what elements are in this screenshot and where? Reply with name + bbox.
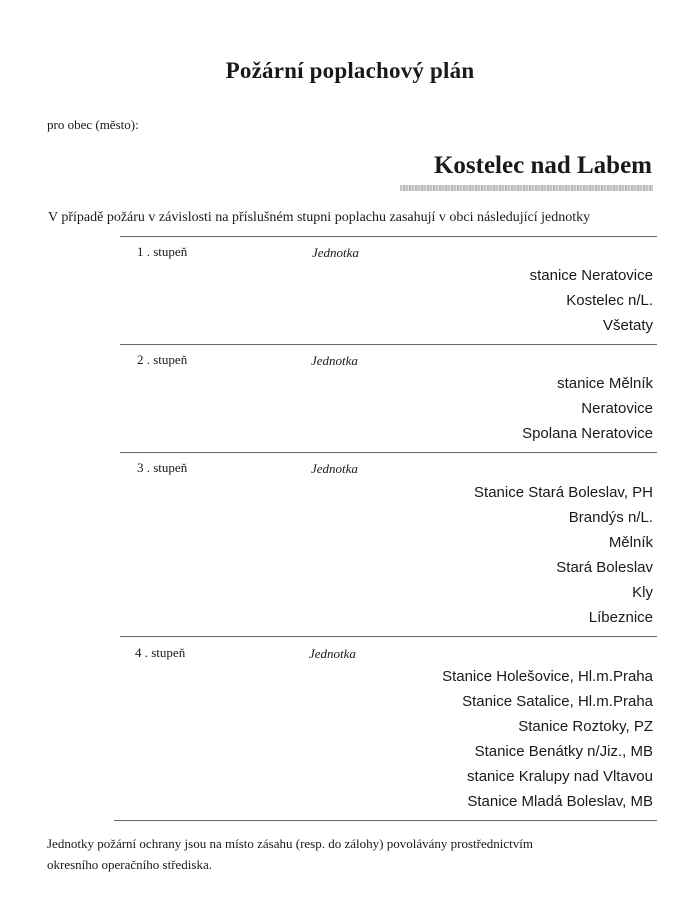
footer-line-2: okresního operačního střediska. xyxy=(47,857,212,872)
level-4-unit: Stanice Mladá Boleslav, MB xyxy=(467,793,653,810)
level-4-unit: Stanice Holešovice, Hl.m.Praha xyxy=(442,668,653,685)
level-3-unit: Brandýs n/L. xyxy=(568,509,653,526)
level-1-label: 1 . stupeň xyxy=(137,244,188,259)
table-top-rule xyxy=(120,236,657,237)
intro-text: V případě požáru v závislosti na příslušném stupni poplachu zasahují v obci následující jednotky xyxy=(48,210,591,225)
level-divider xyxy=(120,636,657,637)
level-4-label: 4 . stupeň xyxy=(135,645,186,660)
footer-line-1: Jednotky požární ochrany jsou na místo zásahu (resp. do zálohy) povolávány prostřednictvím xyxy=(47,836,533,851)
level-3-unit: Stará Boleslav xyxy=(556,559,653,576)
level-1-unit: stanice Neratovice xyxy=(529,267,653,284)
level-2-unit: stanice Mělník xyxy=(557,375,653,392)
level-4-unit: Stanice Satalice, Hl.m.Praha xyxy=(462,693,653,710)
level-3-unit-header: Jednotka xyxy=(311,461,358,476)
level-3-label: 3 . stupeň xyxy=(137,460,188,475)
level-1-unit: Všetaty xyxy=(602,317,653,334)
level-2-unit: Spolana Neratovice xyxy=(522,425,653,442)
level-4-unit: Stanice Roztoky, PZ xyxy=(518,718,653,735)
level-4-unit-header: Jednotka xyxy=(309,646,356,661)
level-2-unit-header: Jednotka xyxy=(311,353,358,368)
page-title: Požární poplachový plán xyxy=(225,58,475,83)
table-bottom-rule xyxy=(114,820,657,821)
level-3-unit: Mělník xyxy=(608,534,653,551)
level-2-label: 2 . stupeň xyxy=(137,352,188,367)
level-4-unit: Stanice Benátky n/Jiz., MB xyxy=(474,743,653,760)
level-1-unit-header: Jednotka xyxy=(312,245,359,260)
municipality-label: pro obec (město): xyxy=(47,117,139,132)
level-2-unit: Neratovice xyxy=(581,400,653,417)
level-divider xyxy=(120,452,657,453)
level-3-unit: Líbeznice xyxy=(588,609,653,626)
level-3-unit: Kly xyxy=(632,584,653,601)
footer-note xyxy=(47,833,662,875)
level-4-unit: stanice Kralupy nad Vltavou xyxy=(467,768,653,785)
municipality-underline xyxy=(400,185,653,191)
level-divider xyxy=(120,344,657,345)
level-1-unit: Kostelec n/L. xyxy=(566,292,653,309)
level-3-unit: Stanice Stará Boleslav, PH xyxy=(474,484,653,501)
municipality-name: Kostelec nad Labem xyxy=(433,152,652,179)
